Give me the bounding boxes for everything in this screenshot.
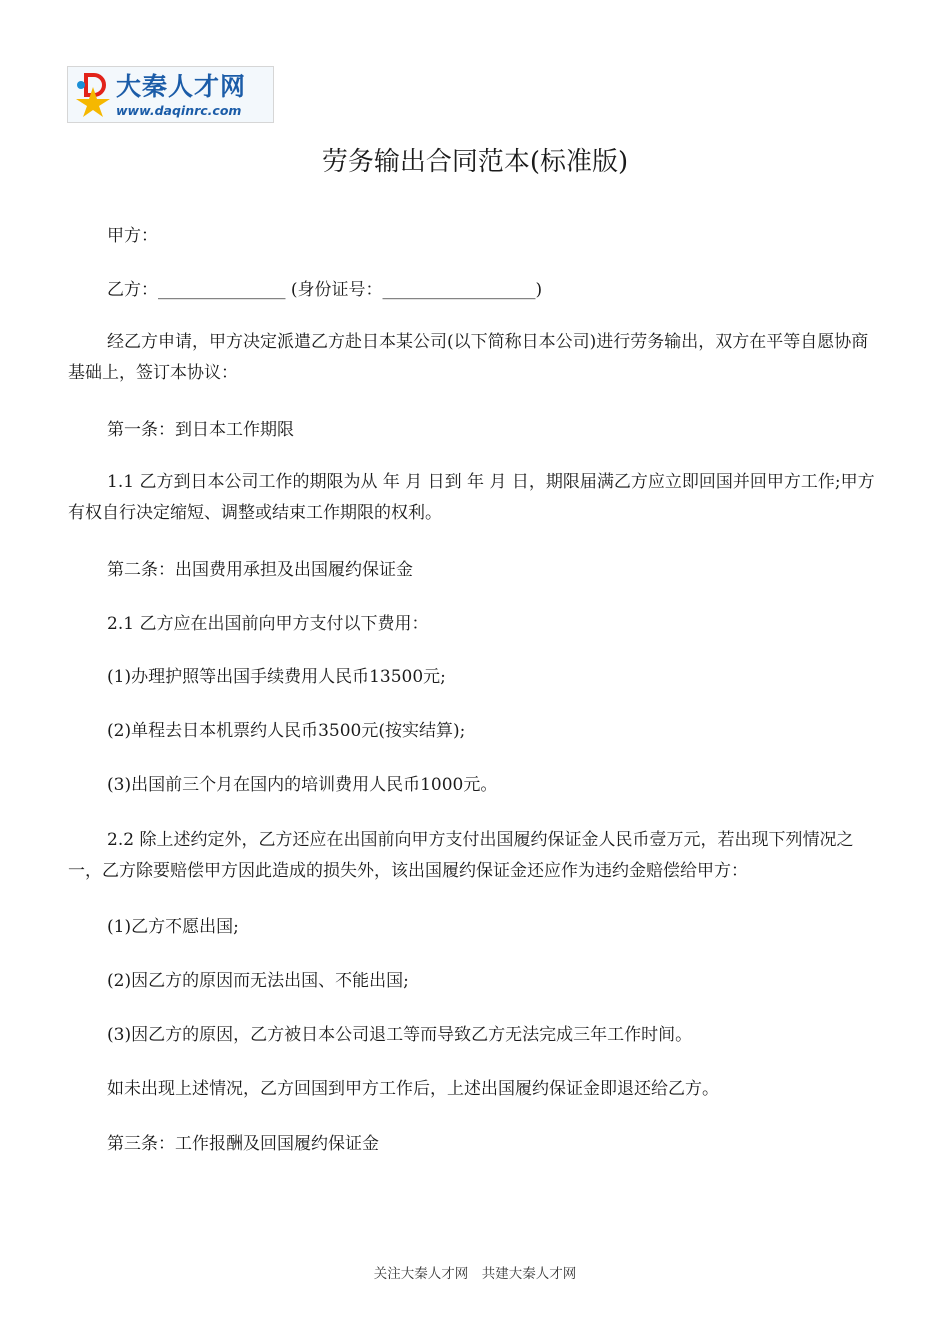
refund-paragraph: 如未出现上述情况，乙方回国到甲方工作后，上述出国履约保证金即退还给乙方。: [107, 1079, 719, 1099]
site-logo: [67, 66, 274, 123]
page-footer: 关注大秦人才网 共建大秦人才网: [373, 1266, 577, 1282]
article-1-heading: 第一条：到日本工作期限: [107, 420, 294, 440]
logo-name: 大秦人才网: [116, 72, 247, 101]
condition-item-2: (2)因乙方的原因而无法出国、不能出国;: [107, 971, 409, 991]
fee-item-3: (3)出国前三个月在国内的培训费用人民币1000元。: [107, 775, 498, 795]
fee-item-2: (2)单程去日本机票约人民币3500元(按实结算);: [107, 721, 466, 741]
article-2-heading: 第二条：出国费用承担及出国履约保证金: [107, 560, 413, 580]
preamble-paragraph: 经乙方申请，甲方决定派遣乙方赴日本某公司(以下简称日本公司)进行劳务输出，双方在平等自愿协商基础上，签订本协议：: [68, 332, 869, 383]
star-person-icon: [72, 73, 114, 117]
party-b-line: 乙方：_______________ (身份证号：__________________): [107, 280, 543, 300]
condition-item-1: (1)乙方不愿出国;: [107, 917, 239, 937]
party-a-line: 甲方：: [107, 226, 158, 246]
article-3-heading: 第三条：工作报酬及回国履约保证金: [107, 1134, 379, 1154]
clause-1-1: 1.1 乙方到日本公司工作的期限为从 年 月 日到 年 月 日，期限届满乙方应立即回国并回甲方工作;甲方有权自行决定缩短、调整或结束工作期限的权利。: [68, 472, 875, 523]
condition-item-3: (3)因乙方的原因，乙方被日本公司退工等而导致乙方无法完成三年工作时间。: [107, 1025, 693, 1045]
clause-2-1: 2.1 乙方应在出国前向甲方支付以下费用：: [107, 614, 429, 634]
fee-item-1: (1)办理护照等出国手续费用人民币13500元;: [107, 667, 446, 687]
logo-url: www.daqinrc.com: [116, 103, 242, 118]
clause-2-2: 2.2 除上述约定外，乙方还应在出国前向甲方支付出国履约保证金人民币壹万元，若出现下列情况之一，乙方除要赔偿甲方因此造成的损失外，该出国履约保证金还应作为违约金赔偿给甲方：: [68, 830, 854, 881]
document-title: 劳务输出合同范本(标准版): [321, 147, 629, 177]
